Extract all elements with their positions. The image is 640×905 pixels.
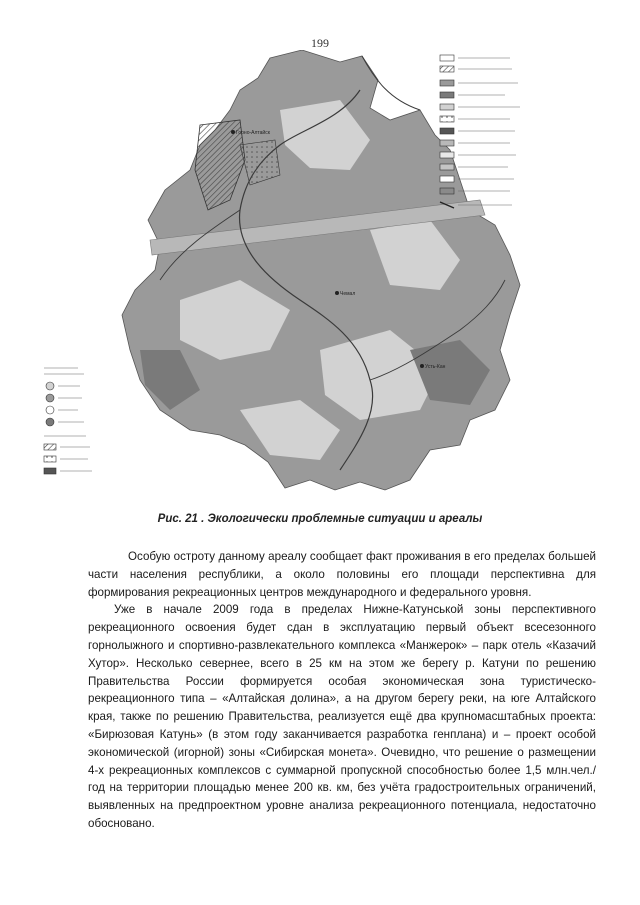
map-label-gorno-altaysk: Горно-Алтайск: [236, 130, 270, 136]
legend-bottom-left: [44, 368, 92, 474]
figure-caption: Рис. 21 . Экологически проблемные ситуации и ареалы: [157, 513, 483, 525]
map-image: [40, 50, 600, 500]
body-text: [88, 548, 596, 833]
paragraph: Особую остроту данному ареалу сообщает факт проживания в его пределах большей части населения республики, а около половины его площади перспективна для формирования рекреационных центров международного и федерального уровня.: [88, 550, 596, 599]
page-number: 199: [311, 36, 329, 50]
map-label-ust-kan: Усть-Кан: [425, 364, 446, 370]
settlement-marker: [231, 130, 235, 134]
map-label-chemal: Чемал: [340, 291, 356, 297]
settlement-marker: [335, 291, 339, 295]
settlement-marker: [420, 364, 424, 368]
paragraph: Уже в начале 2009 года в пределах Нижне-Катунськой зоны перспективного рекреационного освоения будет сдан в эксплуатацию первый объект всесезонного горнолыжного и спортивно-развлекательного комплекса «Манжерок» – парк отель «Казачий Хутор». Несколько севернее, всего в 25 км на этом же берегу р. Катуни по решению Правительства России формируется особая экономическая зона туристическо-рекреационного типа – «Алтайская долина», а на другом берегу реки, на юге Алтайского края, также по решению Правительства, реализуется ещё два крупномасштабных проекта: «Бирюзовая Катунь» (в этом году заканчивается разработка генплана) и – проект особой экономической (игорной) зоны «Сибирская монета». Очевидно, что решение о размещении 4-х рекреационных комплексов с суммарной пропускной способностью более 1,5 млн.чел./год на территории площадью менее 200 кв. км, без учёта градостроительных ограничений, выявленных на предпроектном уровне анализа рекреационного потенциала, недостаточно обосновано.: [88, 603, 596, 830]
map-figure: [40, 50, 600, 500]
